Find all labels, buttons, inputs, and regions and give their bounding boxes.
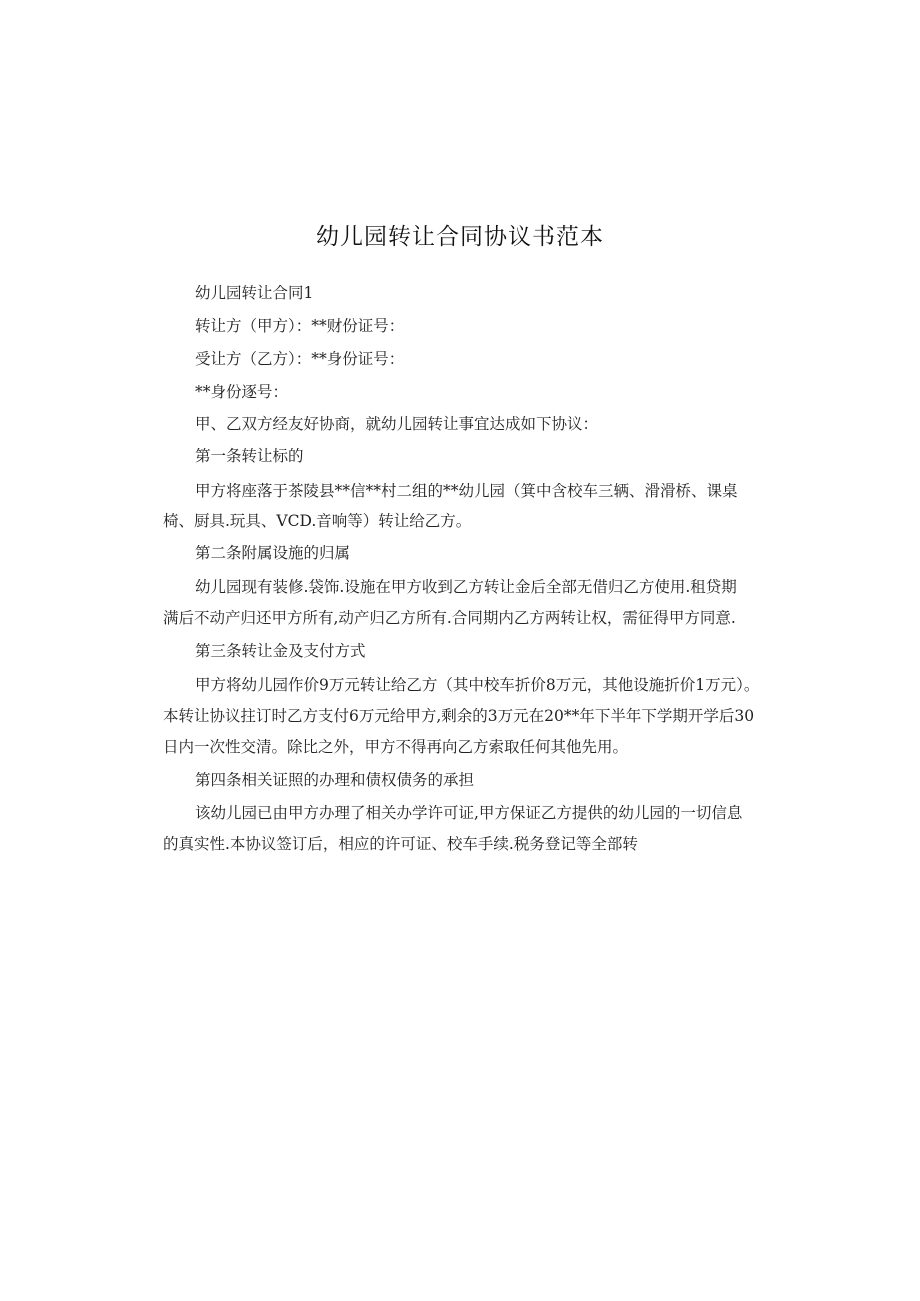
article-2-text: 幼儿园现有装修.袋饰.设施在甲方收到乙方转让金后全部无借归乙方使用.租贷期 bbox=[195, 578, 737, 596]
article-3-text-cont: 本转让协议拄订时乙方支付6万元给甲方,剩余的3万元在20**年下半年下学期开学后30 bbox=[163, 707, 755, 725]
party-a-line: 转让方（甲方）：**财份证号： bbox=[195, 317, 405, 335]
article-3-text: 甲方将幼儿园作价9万元转让给乙方（其中校车折价8万元，其他设施折价1万元）。 bbox=[195, 676, 760, 694]
contract-heading: 幼儿园转让合同1 bbox=[195, 284, 314, 302]
article-2-text-cont: 满后不动产归还甲方所有,动产归乙方所有.合同期内乙方两转让权，需征得甲方同意. bbox=[163, 609, 736, 627]
article-1-text: 甲方将座落于茶陵县**信**村二组的**幼儿园（箕中含校车三辆、滑滑桥、课桌 bbox=[195, 482, 738, 500]
id-number-line: **身份逐号： bbox=[195, 383, 289, 401]
article-1-text-cont: 椅、厨具.玩具、VCD.音响等）转让给乙方。 bbox=[163, 512, 472, 530]
article-4-text-cont: 的真实性.本协议签订后，相应的许可证、校车手续.税务登记等全部转 bbox=[163, 835, 638, 853]
article-1-heading: 第一条转让标的 bbox=[195, 447, 304, 465]
document-title: 幼儿园转让合同协议书范本 bbox=[316, 224, 604, 250]
party-b-line: 受让方（乙方）：**身份证号： bbox=[195, 350, 405, 368]
agreement-intro: 甲、乙双方经友好协商，就幼儿园转让事宜达成如下协议： bbox=[195, 415, 599, 433]
article-3-text-cont-2: 日内一次性交清。除比之外，甲方不得再向乙方索取任何其他先用。 bbox=[163, 738, 629, 756]
article-3-heading: 第三条转让金及支付方式 bbox=[195, 642, 366, 660]
article-4-heading: 第四条相关证照的办理和债权债务的承担 bbox=[195, 771, 475, 789]
article-2-heading: 第二条附属设施的归属 bbox=[195, 544, 351, 562]
article-4-text: 该幼儿园已由甲方办理了相关办学许可证,甲方保证乙方提供的幼儿园的一切信息 bbox=[195, 804, 743, 822]
